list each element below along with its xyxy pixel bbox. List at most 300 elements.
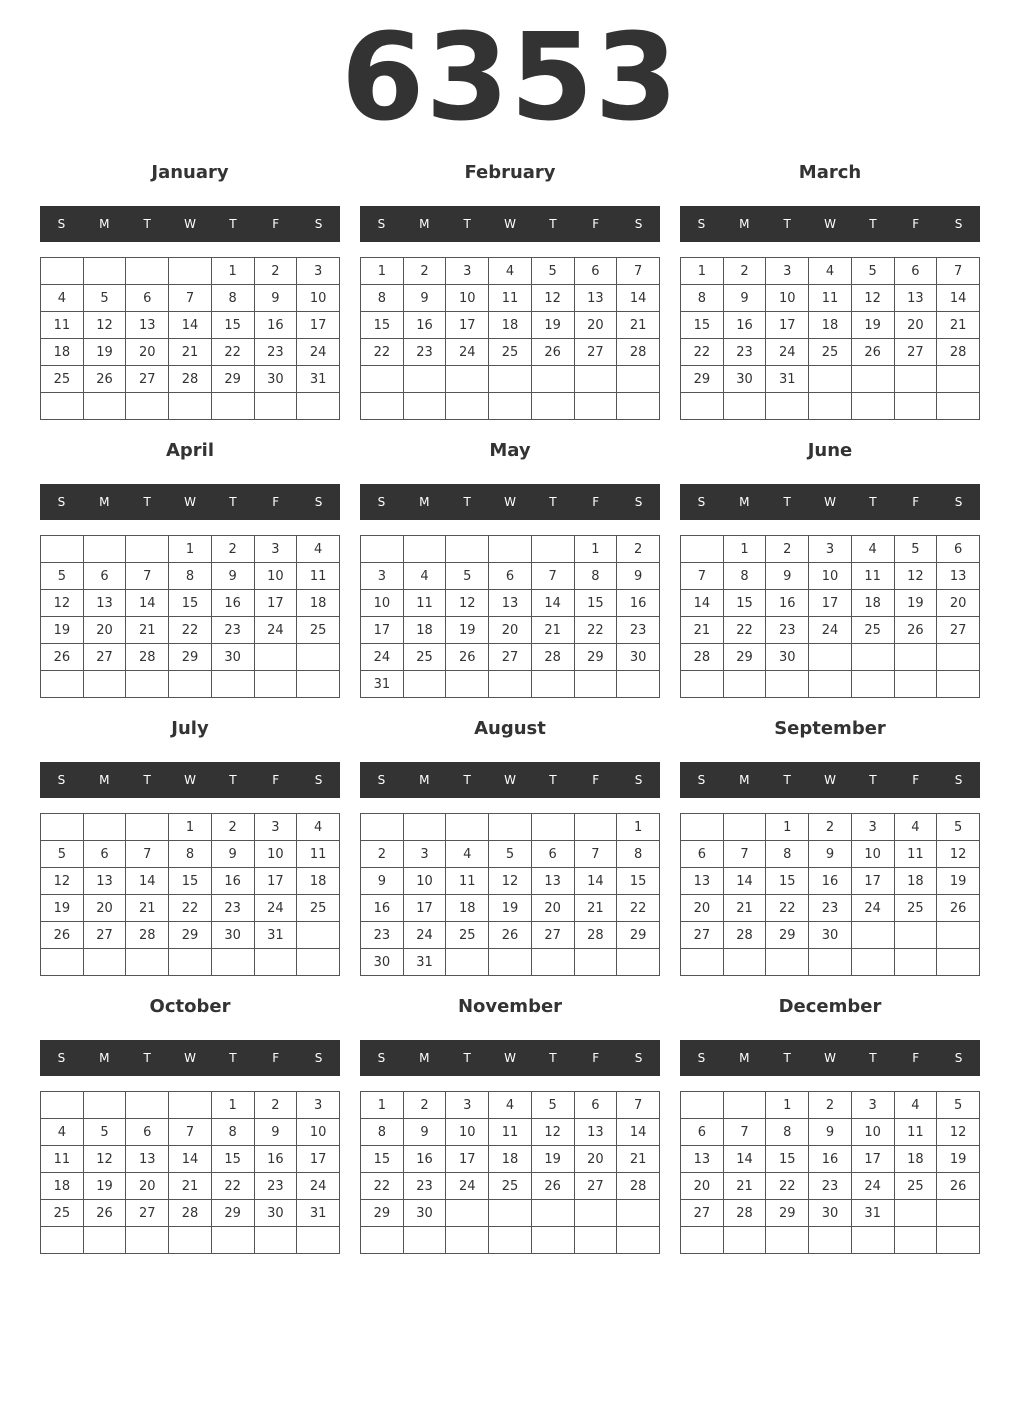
day-cell (403, 1227, 446, 1254)
day-cell: 11 (403, 590, 446, 617)
day-cell: 26 (937, 895, 980, 922)
day-cell: 3 (446, 258, 489, 285)
week-row (681, 644, 980, 671)
day-cell: 7 (617, 258, 660, 285)
week-row (681, 617, 980, 644)
day-cell: 23 (403, 1173, 446, 1200)
day-cell: 23 (809, 895, 852, 922)
day-cell: 30 (617, 644, 660, 671)
day-cell: 21 (723, 895, 766, 922)
day-cell: 4 (851, 536, 894, 563)
weekday-label: T (143, 217, 151, 231)
month-name: May (489, 440, 531, 461)
week-row (361, 312, 660, 339)
week-row (41, 671, 340, 698)
weekday-label: M (419, 495, 430, 509)
day-cell: 6 (937, 536, 980, 563)
weekday-label: W (824, 217, 836, 231)
day-cell (297, 393, 340, 420)
day-cell: 27 (83, 922, 126, 949)
day-cell (851, 949, 894, 976)
month-name: November (457, 996, 563, 1017)
day-cell: 16 (403, 1146, 446, 1173)
day-cell (681, 393, 724, 420)
day-cell: 29 (766, 922, 809, 949)
day-cell: 8 (361, 1119, 404, 1146)
day-cell: 9 (403, 1119, 446, 1146)
day-cell: 18 (297, 868, 340, 895)
day-cell: 26 (531, 1173, 574, 1200)
day-cell: 4 (894, 1092, 937, 1119)
day-cell: 5 (41, 563, 84, 590)
week-row (41, 1119, 340, 1146)
day-cell: 8 (681, 285, 724, 312)
day-cell: 26 (446, 644, 489, 671)
weekday-label: S (57, 773, 66, 787)
weekday-label: S (697, 1051, 706, 1065)
day-cell (489, 814, 532, 841)
day-cell: 26 (851, 339, 894, 366)
day-cell: 19 (41, 895, 84, 922)
weekday-label: W (824, 773, 836, 787)
day-cell: 3 (297, 1092, 340, 1119)
day-cell: 27 (681, 1200, 724, 1227)
day-cell: 26 (83, 1200, 126, 1227)
day-cell: 10 (851, 841, 894, 868)
day-cell (894, 1227, 937, 1254)
weekday-label: M (739, 495, 750, 509)
day-cell: 29 (617, 922, 660, 949)
day-cell (126, 949, 169, 976)
day-cell: 18 (41, 339, 84, 366)
month-name: August (474, 718, 546, 739)
day-cell: 21 (617, 1146, 660, 1173)
day-grid (40, 813, 340, 976)
day-cell: 8 (169, 563, 212, 590)
day-cell (574, 1200, 617, 1227)
day-cell (169, 1092, 212, 1119)
weekday-label: T (549, 773, 557, 787)
day-cell: 6 (126, 1119, 169, 1146)
day-cell: 28 (617, 339, 660, 366)
weekday-label: M (419, 773, 430, 787)
day-cell: 22 (574, 617, 617, 644)
year-title: 6353 (341, 9, 679, 148)
day-cell (617, 1227, 660, 1254)
day-cell: 1 (169, 814, 212, 841)
weekday-label: M (99, 217, 110, 231)
day-cell (723, 671, 766, 698)
day-cell: 20 (894, 312, 937, 339)
day-cell: 25 (894, 895, 937, 922)
day-cell (766, 1227, 809, 1254)
day-cell: 20 (937, 590, 980, 617)
day-cell: 30 (211, 644, 254, 671)
day-cell (254, 1227, 297, 1254)
day-cell (297, 949, 340, 976)
weekday-label: W (184, 1051, 196, 1065)
weekday-label: S (954, 1051, 963, 1065)
weekday-label: S (377, 217, 386, 231)
day-cell: 28 (937, 339, 980, 366)
day-cell: 22 (361, 339, 404, 366)
day-cell: 18 (894, 868, 937, 895)
day-cell (681, 1092, 724, 1119)
weekday-label: S (57, 1051, 66, 1065)
day-cell: 5 (489, 841, 532, 868)
day-cell: 7 (169, 1119, 212, 1146)
day-cell: 24 (361, 644, 404, 671)
week-row (41, 258, 340, 285)
day-cell: 11 (41, 312, 84, 339)
day-cell: 19 (937, 1146, 980, 1173)
day-cell (617, 671, 660, 698)
day-cell: 14 (126, 868, 169, 895)
day-cell: 10 (297, 1119, 340, 1146)
day-cell: 17 (446, 312, 489, 339)
weekday-label: T (229, 217, 237, 231)
month-name: February (464, 162, 556, 183)
day-cell: 25 (809, 339, 852, 366)
day-cell (894, 671, 937, 698)
weekday-label: W (824, 495, 836, 509)
day-cell (894, 922, 937, 949)
day-cell: 25 (894, 1173, 937, 1200)
day-cell (723, 1092, 766, 1119)
week-row (681, 841, 980, 868)
week-row (681, 1227, 980, 1254)
weekday-header (680, 484, 980, 520)
day-cell: 15 (766, 1146, 809, 1173)
day-cell (254, 949, 297, 976)
day-cell (489, 671, 532, 698)
month-name: October (149, 996, 231, 1017)
day-cell: 15 (766, 868, 809, 895)
weekday-label: S (377, 773, 386, 787)
weekday-label: S (314, 1051, 323, 1065)
day-cell: 2 (809, 1092, 852, 1119)
day-cell: 4 (489, 258, 532, 285)
day-cell: 11 (297, 563, 340, 590)
day-grid (680, 1091, 980, 1254)
day-cell: 5 (937, 814, 980, 841)
day-cell (403, 366, 446, 393)
day-cell (937, 949, 980, 976)
day-cell (809, 671, 852, 698)
day-grid (360, 813, 660, 976)
day-cell (681, 949, 724, 976)
weekday-label: T (463, 1051, 471, 1065)
weekday-label: T (463, 495, 471, 509)
week-row (41, 536, 340, 563)
weekday-label: S (377, 495, 386, 509)
day-cell: 11 (489, 1119, 532, 1146)
week-row (361, 922, 660, 949)
day-cell: 4 (297, 814, 340, 841)
day-cell: 13 (83, 590, 126, 617)
week-row (681, 339, 980, 366)
week-row (361, 563, 660, 590)
day-cell: 22 (723, 617, 766, 644)
day-cell: 23 (403, 339, 446, 366)
day-cell: 27 (531, 922, 574, 949)
day-cell (297, 1227, 340, 1254)
day-cell: 21 (126, 617, 169, 644)
day-cell (723, 393, 766, 420)
day-cell: 10 (446, 285, 489, 312)
day-cell: 8 (211, 1119, 254, 1146)
day-cell (446, 393, 489, 420)
day-cell: 7 (169, 285, 212, 312)
day-cell: 24 (446, 1173, 489, 1200)
day-cell (851, 922, 894, 949)
day-cell (937, 644, 980, 671)
week-row (681, 671, 980, 698)
day-cell: 11 (41, 1146, 84, 1173)
weekday-label: T (783, 1051, 791, 1065)
weekday-label: S (57, 217, 66, 231)
day-cell (211, 671, 254, 698)
day-cell: 24 (403, 922, 446, 949)
day-cell: 31 (766, 366, 809, 393)
day-cell (169, 949, 212, 976)
day-cell: 7 (617, 1092, 660, 1119)
day-cell: 10 (851, 1119, 894, 1146)
weekday-header (360, 206, 660, 242)
day-grid (680, 535, 980, 698)
day-cell: 25 (489, 339, 532, 366)
weekday-header (40, 762, 340, 798)
day-cell: 14 (531, 590, 574, 617)
day-cell: 19 (851, 312, 894, 339)
day-cell: 20 (126, 1173, 169, 1200)
day-cell: 28 (723, 922, 766, 949)
day-cell: 26 (83, 366, 126, 393)
day-cell: 14 (169, 312, 212, 339)
day-cell (446, 814, 489, 841)
weekday-label: S (697, 495, 706, 509)
day-cell: 9 (211, 563, 254, 590)
day-cell: 8 (723, 563, 766, 590)
week-row (681, 922, 980, 949)
day-cell: 27 (681, 922, 724, 949)
weekday-label: M (99, 1051, 110, 1065)
day-cell: 7 (126, 841, 169, 868)
day-cell: 3 (851, 814, 894, 841)
day-cell: 19 (41, 617, 84, 644)
day-cell: 16 (403, 312, 446, 339)
day-cell (531, 814, 574, 841)
day-cell: 18 (403, 617, 446, 644)
day-cell: 19 (83, 1173, 126, 1200)
day-cell: 8 (766, 1119, 809, 1146)
day-cell (766, 671, 809, 698)
day-cell: 6 (126, 285, 169, 312)
week-row (361, 1146, 660, 1173)
day-cell: 19 (531, 1146, 574, 1173)
day-cell: 1 (211, 1092, 254, 1119)
day-cell: 29 (766, 1200, 809, 1227)
day-cell: 25 (297, 895, 340, 922)
day-cell: 31 (361, 671, 404, 698)
day-cell: 8 (766, 841, 809, 868)
week-row (361, 285, 660, 312)
month-name: June (807, 440, 853, 461)
day-cell: 4 (403, 563, 446, 590)
day-cell: 22 (169, 895, 212, 922)
day-cell: 26 (894, 617, 937, 644)
day-cell: 24 (254, 617, 297, 644)
week-row (41, 617, 340, 644)
month-name: January (151, 162, 229, 183)
day-cell: 2 (809, 814, 852, 841)
day-cell: 14 (723, 1146, 766, 1173)
day-cell (723, 949, 766, 976)
day-cell: 23 (254, 1173, 297, 1200)
day-cell (531, 1227, 574, 1254)
day-cell: 26 (41, 922, 84, 949)
day-grid (40, 1091, 340, 1254)
day-cell: 14 (574, 868, 617, 895)
day-cell: 17 (446, 1146, 489, 1173)
day-cell (937, 393, 980, 420)
day-cell: 24 (766, 339, 809, 366)
weekday-header (360, 762, 660, 798)
day-cell: 17 (361, 617, 404, 644)
day-cell: 18 (41, 1173, 84, 1200)
day-cell: 2 (766, 536, 809, 563)
day-cell: 7 (531, 563, 574, 590)
day-cell: 28 (723, 1200, 766, 1227)
day-cell: 5 (851, 258, 894, 285)
day-cell: 1 (211, 258, 254, 285)
weekday-label: F (592, 217, 600, 231)
day-cell: 12 (531, 285, 574, 312)
day-cell (41, 814, 84, 841)
day-cell: 29 (169, 644, 212, 671)
day-cell (403, 671, 446, 698)
day-cell: 17 (851, 868, 894, 895)
day-cell: 16 (617, 590, 660, 617)
day-cell: 1 (169, 536, 212, 563)
day-cell: 19 (937, 868, 980, 895)
day-cell: 23 (254, 339, 297, 366)
weekday-label: F (272, 495, 280, 509)
week-row (361, 1227, 660, 1254)
week-row (681, 1119, 980, 1146)
week-row (681, 1092, 980, 1119)
day-cell (41, 536, 84, 563)
weekday-label: S (634, 773, 643, 787)
week-row (361, 1092, 660, 1119)
week-row (681, 536, 980, 563)
day-cell: 22 (766, 1173, 809, 1200)
day-cell: 6 (681, 841, 724, 868)
day-cell (681, 1227, 724, 1254)
week-row (681, 590, 980, 617)
weekday-label: S (634, 1051, 643, 1065)
day-cell (937, 671, 980, 698)
day-cell: 11 (809, 285, 852, 312)
day-cell: 28 (531, 644, 574, 671)
day-cell: 4 (894, 814, 937, 841)
day-cell: 14 (617, 285, 660, 312)
week-row (41, 1173, 340, 1200)
weekday-label: W (184, 217, 196, 231)
weekday-header (680, 206, 980, 242)
day-cell: 14 (937, 285, 980, 312)
day-cell: 9 (254, 285, 297, 312)
week-row (361, 258, 660, 285)
day-cell: 31 (297, 366, 340, 393)
day-cell: 6 (83, 841, 126, 868)
week-row (361, 536, 660, 563)
day-cell: 29 (169, 922, 212, 949)
weekday-label: F (592, 495, 600, 509)
day-cell: 10 (254, 841, 297, 868)
day-cell: 18 (851, 590, 894, 617)
weekday-label: S (634, 495, 643, 509)
weekday-label: T (869, 217, 877, 231)
month-name: December (778, 996, 882, 1017)
day-cell: 18 (809, 312, 852, 339)
day-cell (894, 1200, 937, 1227)
day-cell: 21 (937, 312, 980, 339)
weekday-label: M (739, 1051, 750, 1065)
day-cell: 27 (126, 366, 169, 393)
week-row (681, 563, 980, 590)
day-cell: 28 (617, 1173, 660, 1200)
day-cell: 22 (211, 1173, 254, 1200)
weekday-label: W (504, 773, 516, 787)
day-cell (723, 1227, 766, 1254)
day-cell: 31 (297, 1200, 340, 1227)
day-cell: 3 (254, 814, 297, 841)
day-cell: 3 (809, 536, 852, 563)
day-cell (489, 393, 532, 420)
weekday-label: S (634, 217, 643, 231)
day-cell: 23 (723, 339, 766, 366)
day-cell (766, 393, 809, 420)
day-cell (446, 1227, 489, 1254)
day-cell: 18 (489, 312, 532, 339)
weekday-label: F (912, 217, 920, 231)
day-cell (297, 922, 340, 949)
day-cell: 15 (211, 1146, 254, 1173)
day-cell: 5 (446, 563, 489, 590)
day-cell: 1 (617, 814, 660, 841)
weekday-label: F (592, 773, 600, 787)
day-cell: 2 (361, 841, 404, 868)
day-cell: 31 (403, 949, 446, 976)
weekday-label: T (549, 217, 557, 231)
day-cell: 2 (403, 1092, 446, 1119)
day-cell (83, 536, 126, 563)
weekday-label: T (463, 773, 471, 787)
day-cell: 16 (361, 895, 404, 922)
weekday-label: W (184, 773, 196, 787)
day-cell: 7 (723, 1119, 766, 1146)
weekday-label: T (143, 1051, 151, 1065)
day-cell: 5 (83, 285, 126, 312)
day-cell: 7 (681, 563, 724, 590)
day-cell: 28 (126, 922, 169, 949)
week-row (681, 258, 980, 285)
weekday-label: W (184, 495, 196, 509)
weekday-label: M (99, 773, 110, 787)
week-row (41, 285, 340, 312)
day-cell: 30 (254, 366, 297, 393)
